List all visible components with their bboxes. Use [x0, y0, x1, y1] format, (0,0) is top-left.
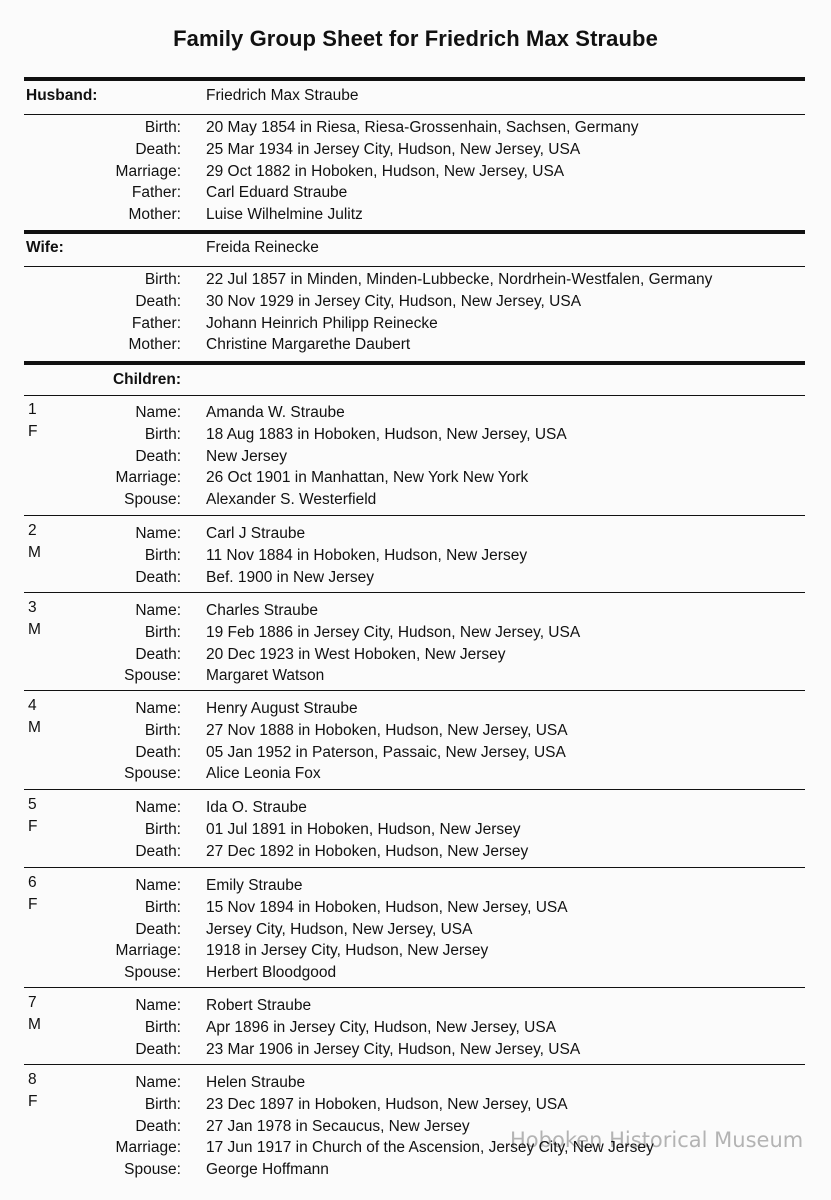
- child-fact-label: Name:: [135, 1074, 181, 1091]
- child-fact-value: 11 Nov 1884 in Hoboken, Hudson, New Jersey: [206, 546, 528, 564]
- husband-fact-value: Carl Eduard Straube: [206, 184, 348, 202]
- child-number: 7: [28, 994, 37, 1011]
- child-fact-value: 19 Feb 1886 in Jersey City, Hudson, New Jersey, USA: [206, 623, 581, 641]
- wife-fact-value: 30 Nov 1929 in Jersey City, Hudson, New Jersey, USA: [206, 292, 582, 310]
- child-fact-label: Birth:: [144, 1018, 181, 1036]
- husband-name: Friedrich Max Straube: [206, 87, 359, 104]
- child-number: 8: [28, 1071, 37, 1088]
- husband-fact-value: 20 May 1854 in Riesa, Riesa-Grossenhain, Sachsen, Germany: [206, 119, 639, 136]
- child-fact-label: Name:: [135, 700, 181, 717]
- child-fact-label: Death:: [135, 1117, 181, 1135]
- child-fact-value: Jersey City, Hudson, New Jersey, USA: [206, 920, 473, 938]
- child-fact-value: 05 Jan 1952 in Paterson, Passaic, New Jersey, USA: [206, 743, 566, 761]
- section-rule-thin: [24, 789, 805, 790]
- child-sex: F: [28, 896, 38, 913]
- child-fact-label: Name:: [135, 799, 181, 816]
- section-rule-thin: [24, 114, 805, 115]
- child-fact-value: Robert Straube: [206, 997, 312, 1014]
- child-fact-value: 18 Aug 1883 in Hoboken, Hudson, New Jersey, USA: [206, 425, 567, 443]
- wife-name: Freida Reinecke: [206, 239, 319, 256]
- section-rule-thin: [24, 1064, 805, 1065]
- child-fact-label: Spouse:: [124, 765, 181, 783]
- child-fact-label: Name:: [135, 877, 181, 894]
- child-fact-value: 01 Jul 1891 in Hoboken, Hudson, New Jersey: [206, 820, 521, 838]
- wife-fact-label: Mother:: [128, 336, 181, 354]
- child-fact-label: Name:: [135, 602, 181, 619]
- section-rule-thick: [24, 230, 805, 234]
- child-fact-value: 27 Jan 1978 in Secaucus, New Jersey: [206, 1117, 470, 1135]
- child-number: 4: [28, 697, 37, 714]
- child-fact-value: Carl J Straube: [206, 525, 306, 542]
- section-rule-thin: [24, 592, 805, 593]
- child-fact-value: Alice Leonia Fox: [206, 765, 321, 783]
- husband-fact-label: Birth:: [144, 119, 181, 136]
- child-fact-value: 17 Jun 1917 in Church of the Ascension, Jersey City, New Jersey: [206, 1139, 654, 1157]
- wife-fact-label: Father:: [131, 314, 181, 332]
- child-fact-value: 26 Oct 1901 in Manhattan, New York New York: [206, 469, 529, 487]
- section-rule-thin: [24, 867, 805, 868]
- child-fact-label: Birth:: [144, 1095, 181, 1113]
- child-fact-value: Herbert Bloodgood: [206, 964, 337, 982]
- child-number: 3: [28, 599, 37, 616]
- child-fact-label: Death:: [135, 645, 181, 663]
- section-rule-thin: [24, 395, 805, 396]
- husband-fact-label: Mother:: [128, 206, 181, 224]
- section-rule-thin: [24, 987, 805, 988]
- child-fact-label: Spouse:: [124, 964, 181, 982]
- wife-fact-value: Johann Heinrich Philipp Reinecke: [206, 314, 438, 332]
- child-fact-value: 27 Dec 1892 in Hoboken, Hudson, New Jersey: [206, 842, 529, 860]
- child-fact-label: Death:: [135, 842, 181, 860]
- child-fact-label: Birth:: [144, 546, 181, 564]
- child-number: 5: [28, 796, 37, 813]
- section-rule-thin: [24, 266, 805, 267]
- child-fact-label: Birth:: [144, 425, 181, 443]
- child-fact-label: Spouse:: [124, 1161, 181, 1179]
- child-fact-value: Helen Straube: [206, 1074, 306, 1091]
- husband-heading: Husband:: [26, 87, 98, 104]
- wife-fact-value: Christine Margarethe Daubert: [206, 336, 411, 354]
- child-fact-value: Margaret Watson: [206, 667, 325, 685]
- child-number: 2: [28, 522, 37, 539]
- child-fact-value: Henry August Straube: [206, 700, 358, 717]
- child-fact-value: Alexander S. Westerfield: [206, 491, 377, 509]
- child-fact-label: Death:: [135, 1040, 181, 1058]
- child-fact-label: Birth:: [144, 623, 181, 641]
- section-rule-thick: [24, 77, 805, 81]
- wife-fact-label: Death:: [135, 292, 181, 310]
- husband-fact-label: Father:: [131, 184, 181, 202]
- wife-fact-label: Birth:: [144, 271, 181, 288]
- child-fact-value: 1918 in Jersey City, Hudson, New Jersey: [206, 942, 489, 960]
- child-fact-label: Marriage:: [115, 469, 181, 487]
- children-heading: Children:: [112, 371, 181, 388]
- child-fact-value: 23 Dec 1897 in Hoboken, Hudson, New Jersey, USA: [206, 1095, 568, 1113]
- child-fact-label: Death:: [135, 568, 181, 586]
- child-fact-label: Death:: [135, 920, 181, 938]
- child-sex: M: [28, 719, 41, 736]
- child-fact-label: Name:: [135, 404, 181, 421]
- child-sex: M: [28, 621, 41, 638]
- child-sex: F: [28, 423, 38, 440]
- husband-fact-value: 29 Oct 1882 in Hoboken, Hudson, New Jersey, USA: [206, 162, 565, 180]
- watermark: Hoboken Historical Museum: [510, 1128, 804, 1152]
- child-fact-value: 15 Nov 1894 in Hoboken, Hudson, New Jersey, USA: [206, 898, 568, 916]
- section-rule-thick: [24, 361, 805, 365]
- child-fact-value: 20 Dec 1923 in West Hoboken, New Jersey: [206, 645, 506, 663]
- child-fact-label: Name:: [135, 525, 181, 542]
- child-fact-value: 23 Mar 1906 in Jersey City, Hudson, New Jersey, USA: [206, 1040, 581, 1058]
- child-fact-label: Marriage:: [115, 942, 181, 960]
- child-fact-value: Apr 1896 in Jersey City, Hudson, New Jersey, USA: [206, 1018, 557, 1036]
- child-fact-value: 27 Nov 1888 in Hoboken, Hudson, New Jersey, USA: [206, 721, 568, 739]
- child-fact-label: Spouse:: [124, 491, 181, 509]
- child-fact-label: Birth:: [144, 898, 181, 916]
- husband-fact-value: Luise Wilhelmine Julitz: [206, 206, 363, 224]
- child-fact-value: Bef. 1900 in New Jersey: [206, 568, 375, 586]
- section-rule-thin: [24, 690, 805, 691]
- child-number: 1: [28, 401, 37, 418]
- child-fact-label: Name:: [135, 997, 181, 1014]
- child-fact-value: George Hoffmann: [206, 1161, 329, 1179]
- child-fact-label: Birth:: [144, 820, 181, 838]
- page-title: Family Group Sheet for Friedrich Max Straube: [173, 26, 658, 51]
- child-fact-value: Ida O. Straube: [206, 799, 307, 816]
- child-fact-label: Marriage:: [115, 1139, 181, 1157]
- child-number: 6: [28, 874, 37, 891]
- child-sex: M: [28, 544, 41, 561]
- child-fact-value: Amanda W. Straube: [206, 404, 345, 421]
- child-sex: F: [28, 818, 38, 835]
- child-sex: F: [28, 1093, 38, 1110]
- child-fact-label: Birth:: [144, 721, 181, 739]
- wife-heading: Wife:: [26, 239, 64, 256]
- child-fact-value: Charles Straube: [206, 602, 319, 619]
- husband-fact-label: Marriage:: [115, 162, 181, 180]
- child-fact-value: Emily Straube: [206, 877, 303, 894]
- section-rule-thin: [24, 515, 805, 516]
- child-fact-label: Death:: [135, 743, 181, 761]
- child-sex: M: [28, 1016, 41, 1033]
- child-fact-label: Death:: [135, 447, 181, 465]
- husband-fact-label: Death:: [135, 140, 181, 158]
- child-fact-label: Spouse:: [124, 667, 181, 685]
- husband-fact-value: 25 Mar 1934 in Jersey City, Hudson, New Jersey, USA: [206, 140, 581, 158]
- child-fact-value: New Jersey: [206, 447, 287, 465]
- wife-fact-value: 22 Jul 1857 in Minden, Minden-Lubbecke, Nordrhein-Westfalen, Germany: [206, 271, 713, 288]
